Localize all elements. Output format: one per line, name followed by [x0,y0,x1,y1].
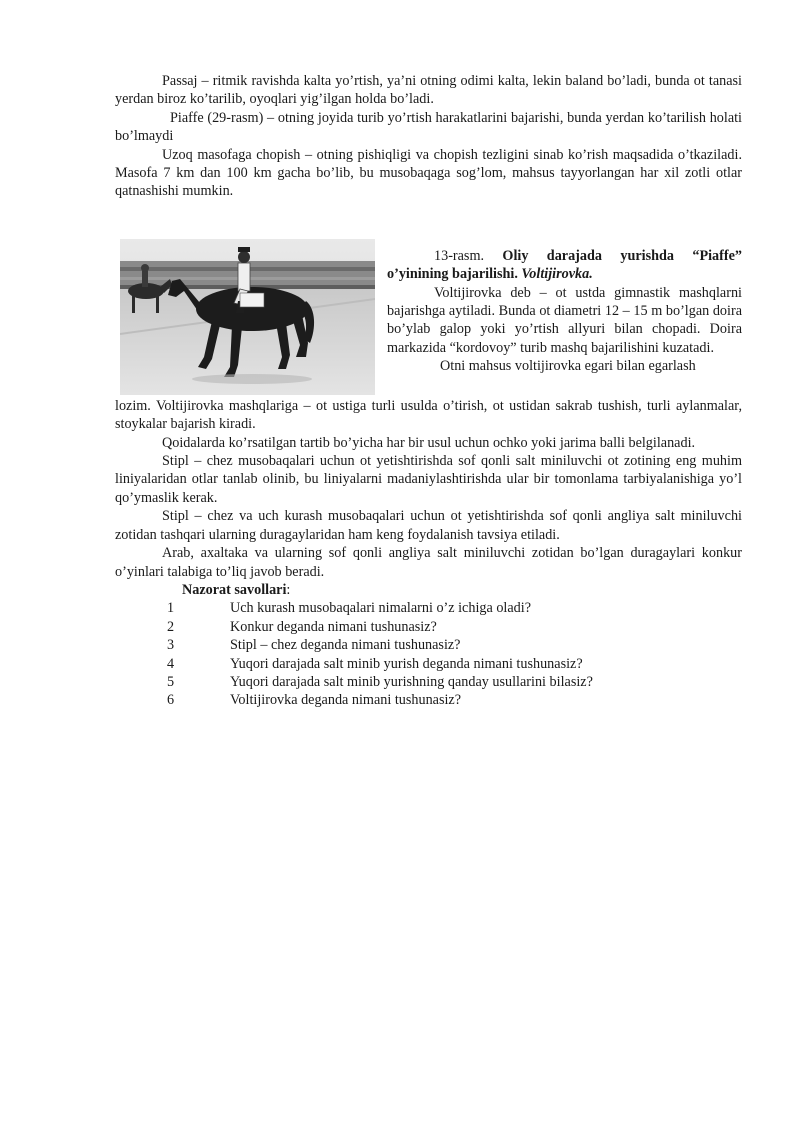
paragraph-saddle: Otni mahsus voltijirovka egari bilan egarlash [440,358,696,375]
list-item: 4 Yuqori darajada salt minib yurish deganda nimani tushunasiz? [167,655,583,672]
questions-list [115,599,742,709]
paragraph-stipl-1: Stipl – chez musobaqalari uchun ot yetishtirishda sof qonli salt miniluvchi ot zotining eng muhim liniyalaridan otlar tanlab olinib, bu liniyalarni madaniylashtirishda ular bir tomonlama tarbiyalanishiga yo’l qo’ymaslik kerak. [115,453,742,506]
paragraph-passaj: Passaj – ritmik ravishda kalta yo’rtish, ya’ni otning odimi kalta, lekin baland bo’ladi, bunda ot tanasi yerdan biroz ko’tarilib, oyoqlari yig’ilgan holda bo’ladi. [115,73,742,108]
paragraph-scoring: Qoidalarda ko’rsatilgan tartib bo’yicha har bir usul uchun ochko yoki jarima balli belgilanadi. [162,434,696,451]
paragraph-exercises: lozim. Voltijirovka mashqlariga – ot ustiga turli usulda o’tirish, ot ustidan sakrab tushish, turli aylanmalar, stoykalar bajarish kiradi. [115,397,742,433]
caption-number: 13-rasm. [434,247,485,264]
piaffe-photo [120,239,375,395]
questions-heading: Nazorat savollari: [182,581,291,598]
figure-block [115,239,742,391]
paragraph-voltijirovka: Voltijirovka deb – ot ustda gimnastik mashqlarni bajarishga aytiladi. Bunda ot diametri 12 – 15 m bo’lgan doira bo’ylab galop yoki yo’rtish allyuri bilan chopadi. Doira markazida “kordovoy” turib mashq bajarilishini kuzatadi. [387,284,742,356]
figure-side-text [387,247,742,376]
list-item: 2 Konkur deganda nimani tushunasiz? [167,618,437,635]
document-page [115,72,742,710]
list-item: 5 Yuqori darajada salt minib yurishning qanday usullarini bilasiz? [167,673,593,690]
paragraph-stipl-2: Stipl – chez va uch kurash musobaqalari uchun ot yetishtirishda sof qonli angliya salt miniluvchi zotidan tashqari ularning duragaylaridan ham keng foydalanish tavsiya etiladi. [115,508,742,543]
paragraph-piaffe: Piaffe (29-rasm) – otning joyida turib yo’rtish harakatlarini bajarishi, bunda yerdan ko’tarilish holati bo’lmaydi [115,109,742,145]
caption-section: Voltijirovka. [521,266,593,283]
list-item: 6 Voltijirovka deganda nimani tushunasiz? [167,692,462,709]
list-item: 1 Uch kurash musobaqalari nimalarni o’z ichiga oladi? [167,600,531,617]
paragraph-long-distance: Uzoq masofaga chopish – otning pishiqligi va chopish tezligini sinab ko’rish maqsadida o’tkaziladi. Masofa 7 km dan 100 km gacha bo’lib, bu musobaqaga sog’lom, mahsus tayyorlangan har xil zotli otlar qatnashishi mumkin. [115,146,742,200]
figure-caption [387,247,742,284]
paragraph-arab: Arab, axaltaka va ularning sof qonli angliya salt miniluvchi zotidan bo’lgan duragaylari konkur o’yinlari talabiga to’liq javob beradi. [115,545,742,580]
list-item: 3 Stipl – chez deganda nimani tushunasiz? [167,637,461,654]
caption-title: Oliy darajada yurishda “Piaffe” o’yinining bajarilishi. [387,247,742,283]
